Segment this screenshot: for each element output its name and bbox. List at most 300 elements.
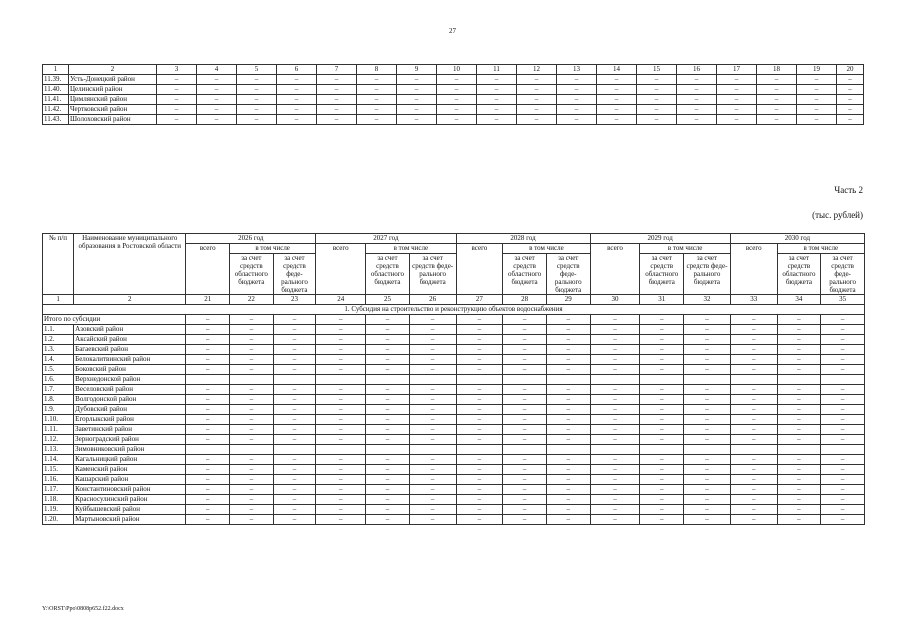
value-cell: – [366, 315, 410, 325]
value-cell: – [456, 355, 503, 365]
header-including: в том числе [640, 244, 730, 254]
column-number: 9 [397, 65, 437, 75]
value-cell: – [409, 365, 456, 375]
table-row [43, 405, 865, 415]
district-name: Константиновский район [74, 485, 186, 495]
value-cell: – [546, 365, 590, 375]
value-cell: – [590, 335, 640, 345]
value-cell: – [157, 95, 197, 105]
value-cell: – [837, 115, 864, 125]
district-name: Шолоховский район [69, 115, 157, 125]
value-cell: – [777, 455, 821, 465]
value-cell: – [357, 75, 397, 85]
column-number: 7 [317, 65, 357, 75]
column-number: 6 [277, 65, 317, 75]
value-cell: – [273, 335, 316, 345]
value-cell: – [397, 95, 437, 105]
value-cell: – [821, 415, 865, 425]
value-cell [546, 445, 590, 455]
value-cell: – [397, 115, 437, 125]
value-cell: – [273, 455, 316, 465]
value-cell [590, 445, 640, 455]
value-cell: – [503, 475, 547, 485]
district-name: Куйбышевский район [74, 505, 186, 515]
value-cell: – [797, 85, 837, 95]
value-cell: – [757, 115, 797, 125]
column-number: 30 [590, 295, 640, 305]
value-cell: – [316, 465, 366, 475]
row-number: 1.12. [43, 435, 74, 445]
value-cell: – [230, 325, 274, 335]
value-cell: – [503, 335, 547, 345]
header-federal-budget: за счет средств федерального бюджета [273, 254, 316, 295]
value-cell [546, 375, 590, 385]
value-cell: – [677, 115, 717, 125]
value-cell: – [640, 425, 684, 435]
value-cell: – [186, 385, 230, 395]
value-cell: – [503, 315, 547, 325]
value-cell: – [503, 385, 547, 395]
value-cell: – [730, 515, 777, 525]
value-cell: – [316, 425, 366, 435]
value-cell: – [456, 435, 503, 445]
column-number: 3 [157, 65, 197, 75]
value-cell [366, 375, 410, 385]
value-cell: – [273, 515, 316, 525]
value-cell: – [503, 485, 547, 495]
value-cell: – [197, 75, 237, 85]
value-cell: – [677, 105, 717, 115]
value-cell: – [230, 435, 274, 445]
value-cell: – [316, 325, 366, 335]
value-cell: – [546, 425, 590, 435]
column-number: 34 [777, 295, 821, 305]
district-name: Заветинский район [74, 425, 186, 435]
value-cell: – [409, 505, 456, 515]
value-cell: – [186, 415, 230, 425]
value-cell: – [590, 315, 640, 325]
value-cell: – [503, 365, 547, 375]
row-number: 1.16. [43, 475, 74, 485]
header-total: всего [186, 244, 230, 295]
subsidy-table [42, 233, 865, 525]
value-cell: – [277, 85, 317, 95]
value-cell: – [717, 95, 757, 105]
value-cell: – [821, 515, 865, 525]
header-federal-budget: за счет средств федерального бюджета [546, 254, 590, 295]
value-cell: – [186, 495, 230, 505]
row-number: 1.4. [43, 355, 74, 365]
value-cell: – [684, 495, 731, 505]
value-cell: – [640, 395, 684, 405]
value-cell: – [397, 105, 437, 115]
row-number: 1.19. [43, 505, 74, 515]
value-cell: – [503, 515, 547, 525]
value-cell: – [590, 505, 640, 515]
value-cell: – [637, 105, 677, 115]
value-cell: – [366, 425, 410, 435]
value-cell: – [316, 345, 366, 355]
value-cell: – [684, 365, 731, 375]
value-cell: – [590, 395, 640, 405]
value-cell: – [409, 475, 456, 485]
value-cell: – [456, 495, 503, 505]
value-cell: – [366, 395, 410, 405]
value-cell: – [557, 115, 597, 125]
value-cell: – [186, 475, 230, 485]
value-cell: – [517, 75, 557, 85]
table-row [43, 455, 865, 465]
column-number: 18 [757, 65, 797, 75]
value-cell: – [777, 315, 821, 325]
header-including: в том числе [503, 244, 590, 254]
value-cell [730, 375, 777, 385]
value-cell: – [409, 485, 456, 495]
column-number-row [43, 65, 864, 75]
row-number: 1.15. [43, 465, 74, 475]
value-cell: – [437, 115, 477, 125]
value-cell: – [273, 415, 316, 425]
value-cell: – [186, 325, 230, 335]
value-cell: – [677, 85, 717, 95]
value-cell: – [640, 505, 684, 515]
value-cell [409, 375, 456, 385]
value-cell: – [409, 325, 456, 335]
row-number: 11.41. [43, 95, 69, 105]
header-year: 2030 год [730, 234, 864, 244]
value-cell: – [797, 75, 837, 85]
value-cell: – [477, 75, 517, 85]
value-cell: – [546, 355, 590, 365]
value-cell: – [730, 395, 777, 405]
header-regional-budget: за счет средств областного бюджета [230, 254, 274, 295]
value-cell: – [557, 105, 597, 115]
column-number: 10 [437, 65, 477, 75]
value-cell: – [273, 465, 316, 475]
table-row [43, 495, 865, 505]
row-number: 1.1. [43, 325, 74, 335]
value-cell: – [821, 315, 865, 325]
district-name: Зимовниковский район [74, 445, 186, 455]
column-number: 12 [517, 65, 557, 75]
value-cell: – [590, 405, 640, 415]
value-cell: – [730, 505, 777, 515]
value-cell: – [186, 515, 230, 525]
value-cell: – [316, 355, 366, 365]
column-number: 15 [637, 65, 677, 75]
value-cell: – [590, 515, 640, 525]
column-number: 19 [797, 65, 837, 75]
value-cell: – [677, 95, 717, 105]
value-cell: – [777, 395, 821, 405]
district-name: Цимлянский район [69, 95, 157, 105]
value-cell: – [546, 395, 590, 405]
table-row [43, 475, 865, 485]
value-cell: – [409, 345, 456, 355]
value-cell: – [273, 485, 316, 495]
value-cell: – [517, 95, 557, 105]
district-name: Целинский район [69, 85, 157, 95]
column-number: 13 [557, 65, 597, 75]
value-cell: – [684, 395, 731, 405]
value-cell: – [637, 95, 677, 105]
value-cell: – [684, 505, 731, 515]
value-cell: – [230, 385, 274, 395]
value-cell: – [273, 345, 316, 355]
header-total: всего [590, 244, 640, 295]
value-cell: – [640, 495, 684, 505]
column-number: 8 [357, 65, 397, 75]
value-cell [590, 375, 640, 385]
value-cell: – [456, 335, 503, 345]
value-cell: – [517, 115, 557, 125]
table-row [43, 505, 865, 515]
value-cell: – [456, 415, 503, 425]
value-cell [821, 445, 865, 455]
table-row [43, 435, 865, 445]
value-cell: – [503, 425, 547, 435]
value-cell: – [837, 85, 864, 95]
value-cell: – [640, 335, 684, 345]
row-number: 1.7. [43, 385, 74, 395]
column-number: 16 [677, 65, 717, 75]
value-cell: – [357, 115, 397, 125]
value-cell: – [684, 485, 731, 495]
value-cell: – [640, 355, 684, 365]
header-federal-budget: за счет средств федерального бюджета [821, 254, 865, 295]
row-number: 1.3. [43, 345, 74, 355]
value-cell: – [684, 515, 731, 525]
value-cell: – [456, 505, 503, 515]
value-cell: – [230, 335, 274, 345]
value-cell: – [546, 345, 590, 355]
value-cell: – [186, 355, 230, 365]
district-name: Мартыновский район [74, 515, 186, 525]
value-cell: – [590, 465, 640, 475]
footer-file-path: Y:\ORST\Ppo\0808p652.f22.docx [42, 606, 124, 612]
table-row [43, 515, 865, 525]
value-cell: – [186, 405, 230, 415]
header-no: № п/п [43, 234, 74, 295]
row-number: 1.10. [43, 415, 74, 425]
column-number: 28 [503, 295, 547, 305]
value-cell: – [503, 455, 547, 465]
value-cell: – [677, 75, 717, 85]
value-cell [730, 445, 777, 455]
value-cell [684, 375, 731, 385]
value-cell: – [640, 465, 684, 475]
value-cell: – [777, 405, 821, 415]
column-number: 20 [837, 65, 864, 75]
value-cell: – [316, 515, 366, 525]
column-number: 31 [640, 295, 684, 305]
value-cell: – [316, 505, 366, 515]
value-cell: – [409, 395, 456, 405]
value-cell: – [317, 105, 357, 115]
value-cell: – [366, 365, 410, 375]
value-cell: – [456, 365, 503, 375]
value-cell: – [437, 85, 477, 95]
value-cell: – [821, 355, 865, 365]
value-cell: – [316, 315, 366, 325]
row-number: 11.43. [43, 115, 69, 125]
header-total: всего [316, 244, 366, 295]
column-number: 1 [43, 65, 69, 75]
value-cell: – [837, 105, 864, 115]
value-cell: – [397, 75, 437, 85]
value-cell: – [637, 115, 677, 125]
column-number: 2 [74, 295, 186, 305]
value-cell: – [757, 75, 797, 85]
value-cell: – [456, 465, 503, 475]
value-cell: – [684, 335, 731, 345]
value-cell: – [477, 115, 517, 125]
value-cell: – [590, 345, 640, 355]
value-cell: – [503, 405, 547, 415]
value-cell: – [316, 455, 366, 465]
value-cell: – [409, 495, 456, 505]
column-number: 32 [684, 295, 731, 305]
value-cell: – [277, 105, 317, 115]
header-year: 2029 год [590, 234, 730, 244]
column-number: 25 [366, 295, 410, 305]
district-name: Усть-Донецкий район [69, 75, 157, 85]
district-name: Зерноградский район [74, 435, 186, 445]
value-cell: – [186, 435, 230, 445]
value-cell: – [821, 395, 865, 405]
row-number: 1.6. [43, 375, 74, 385]
value-cell [503, 445, 547, 455]
value-cell: – [237, 75, 277, 85]
value-cell: – [730, 325, 777, 335]
row-number: 11.40. [43, 85, 69, 95]
value-cell: – [366, 325, 410, 335]
value-cell: – [197, 95, 237, 105]
column-number: 26 [409, 295, 456, 305]
district-name: Багаевский район [74, 345, 186, 355]
value-cell: – [821, 385, 865, 395]
value-cell: – [437, 95, 477, 105]
value-cell: – [730, 315, 777, 325]
value-cell: – [456, 405, 503, 415]
row-number: 11.39. [43, 75, 69, 85]
value-cell: – [230, 515, 274, 525]
district-name: Азовский район [74, 325, 186, 335]
value-cell: – [757, 95, 797, 105]
value-cell: – [503, 345, 547, 355]
value-cell: – [273, 475, 316, 485]
value-cell: – [366, 405, 410, 415]
value-cell: – [717, 85, 757, 95]
value-cell [503, 375, 547, 385]
table-row [43, 445, 865, 455]
value-cell: – [503, 355, 547, 365]
value-cell: – [397, 85, 437, 95]
value-cell: – [237, 95, 277, 105]
value-cell: – [456, 385, 503, 395]
value-cell: – [640, 315, 684, 325]
value-cell: – [821, 465, 865, 475]
value-cell: – [821, 405, 865, 415]
value-cell: – [517, 85, 557, 95]
value-cell: – [197, 105, 237, 115]
table-row [43, 375, 865, 385]
value-cell: – [637, 85, 677, 95]
value-cell: – [186, 455, 230, 465]
value-cell: – [186, 465, 230, 475]
value-cell [316, 375, 366, 385]
district-name: Боковский район [74, 365, 186, 375]
value-cell: – [230, 395, 274, 405]
row-number: 11.42. [43, 105, 69, 115]
column-number: 21 [186, 295, 230, 305]
value-cell: – [230, 475, 274, 485]
header-total: всего [456, 244, 503, 295]
value-cell: – [797, 105, 837, 115]
value-cell: – [409, 405, 456, 415]
value-cell: – [757, 85, 797, 95]
value-cell: – [777, 485, 821, 495]
district-name: Волгодонской район [74, 395, 186, 405]
table-row [43, 485, 865, 495]
value-cell: – [197, 115, 237, 125]
table-row [43, 345, 865, 355]
value-cell [273, 375, 316, 385]
value-cell: – [273, 315, 316, 325]
value-cell: – [546, 385, 590, 395]
value-cell [186, 445, 230, 455]
column-number: 24 [316, 295, 366, 305]
value-cell [456, 445, 503, 455]
value-cell [186, 375, 230, 385]
value-cell: – [273, 325, 316, 335]
value-cell: – [821, 435, 865, 445]
value-cell: – [730, 475, 777, 485]
value-cell: – [777, 365, 821, 375]
value-cell: – [186, 425, 230, 435]
value-cell: – [597, 115, 637, 125]
value-cell: – [777, 435, 821, 445]
value-cell: – [316, 395, 366, 405]
value-cell: – [546, 495, 590, 505]
value-cell: – [157, 75, 197, 85]
district-name: Белокалитвинский район [74, 355, 186, 365]
value-cell: – [237, 115, 277, 125]
row-number: 1.14. [43, 455, 74, 465]
district-name: Верхнедонской район [74, 375, 186, 385]
value-cell: – [157, 115, 197, 125]
value-cell: – [366, 435, 410, 445]
value-cell: – [590, 455, 640, 465]
table-row [43, 325, 865, 335]
value-cell: – [409, 455, 456, 465]
part-label: Часть 2 [834, 185, 863, 195]
value-cell: – [597, 105, 637, 115]
value-cell: – [456, 475, 503, 485]
value-cell: – [273, 505, 316, 515]
district-name: Кашарский район [74, 475, 186, 485]
total-row [43, 315, 865, 325]
value-cell: – [273, 405, 316, 415]
value-cell: – [477, 85, 517, 95]
table-row [43, 465, 865, 475]
table-row [43, 365, 865, 375]
value-cell: – [640, 435, 684, 445]
row-number: 1.13. [43, 445, 74, 455]
value-cell: – [230, 485, 274, 495]
header-regional-budget: за счет средств областного бюджета [777, 254, 821, 295]
value-cell: – [409, 515, 456, 525]
